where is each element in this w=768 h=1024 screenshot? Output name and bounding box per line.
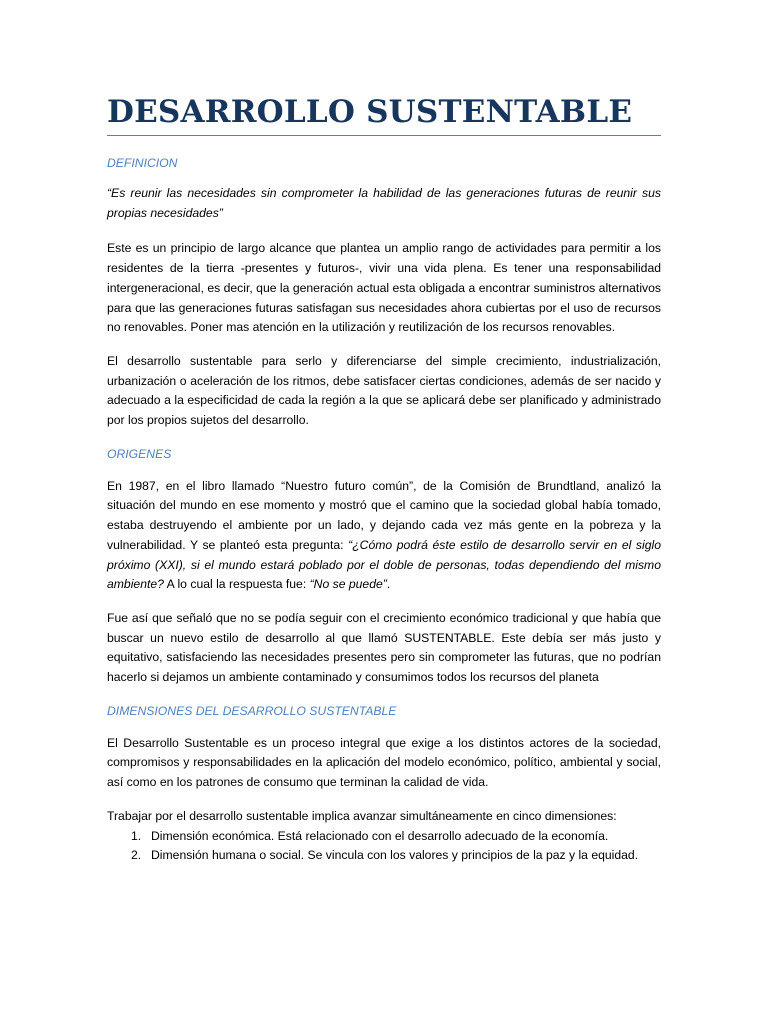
brundtland-answer-lead: A lo cual la respuesta fue: [163,577,310,592]
paragraph-new-style: Fue así que señaló que no se podía seguir con el crecimiento económico tradicional y que había que buscar un nuevo estilo de desarrollo al que llamó SUSTENTABLE. Este debía ser más justo y equitativo, satisfaciendo las necesidades presentes pero sin comprometer las futuras, que no podrían hacerlo si dejamos un ambiente contaminado y consumimos todos los recursos del planeta [107,610,661,685]
paragraph-brundtland [107,477,661,595]
paragraph-integral-process: El Desarrollo Sustentable es un proceso integral que exige a los distintos actores de la sociedad, compromisos y responsabilidades en la aplicación del modelo económico, político, ambiental y social, así como en los patrones de consumo que terminan la calidad de vida. [107,735,661,790]
definition-quote: “Es reunir las necesidades sin comprometer la habilidad de las generaciones futuras de reunir sus propias necesidades” [107,186,661,220]
list-item-number: 2. [131,848,142,863]
brundtland-period: . [386,577,391,592]
dimensions-list [107,827,661,866]
paragraph-principle: Este es un principio de largo alcance que plantea un amplio rango de actividades para permitir a los residentes de la tierra -presentes y futuros-, vivir una vida plena. Es tener una responsabilidad intergeneracional, es decir, que la generación actual esta obligada a encontrar suministros alternativos para que las generaciones futuras satisfagan sus necesidades ahora cubiertas por el uso de recursos no renovables. Poner mas atención en la utilización y reutilización de los recursos renovables. [107,241,661,335]
heading-dimensiones: DIMENSIONES DEL DESARROLLO SUSTENTABLE [107,703,397,718]
brundtland-answer: “No se puede” [309,577,387,592]
list-item [107,846,661,866]
paragraph-five-dimensions: Trabajar por el desarrollo sustentable implica avanzar simultáneamente en cinco dimensiones: [107,808,617,823]
brundtland-question: “¿Cómo podrá éste estilo de desarrollo servir en el siglo próximo (XXI), si el mundo estará poblado por el doble de personas, todas dependiendo del mismo ambiente? [107,537,661,592]
paragraph-conditions: El desarrollo sustentable para serlo y diferenciarse del simple crecimiento, industrialización, urbanización o aceleración de los ritmos, debe satisfacer ciertas condiciones, además de ser nacido y adecuado a la especificidad de cada la región a la que se aplicará debe ser planificado y administrado por los propios sujetos del desarrollo. [107,353,661,428]
list-item [107,827,661,847]
list-item-text: Dimensión económica. Está relacionado con el desarrollo adecuado de la economía. [151,828,609,843]
document-title: DESARROLLO SUSTENTABLE [107,92,661,136]
list-item-number: 1. [131,828,142,843]
brundtland-text: En 1987, en el libro llamado “Nuestro futuro común”, de la Comisión de Brundtland, analizó la situación del mundo en ese momento y mostró que el camino que la sociedad global había tomado, estaba destruyendo el ambiente por un lado, y dejando cada vez más gente en la pobreza y la vulnerabilidad. Y se planteó esta pregunta: [107,478,661,552]
heading-origenes: ORIGENES [107,446,172,461]
list-item-text: Dimensión humana o social. Se vincula con los valores y principios de la paz y la equidad. [151,848,639,863]
heading-definicion: DEFINICION [107,156,178,170]
document-body [107,92,661,866]
